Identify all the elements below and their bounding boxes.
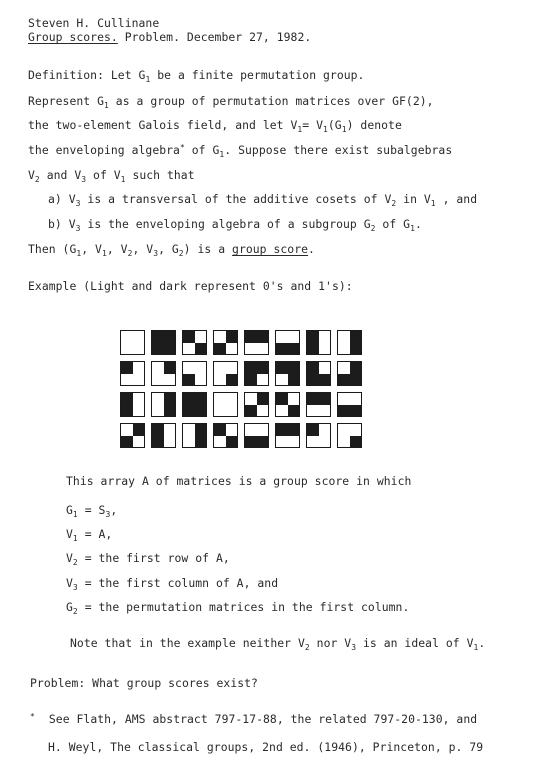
- matrix-dark-quadrant: [350, 436, 362, 448]
- matrix-dark-quadrant: [226, 374, 238, 386]
- matrix-dark-quadrant: [350, 405, 362, 417]
- author-line: [28, 16, 159, 30]
- matrix-dark-quadrant: [164, 331, 176, 343]
- matrix-dark-quadrant: [288, 362, 300, 374]
- matrix-dark-quadrant: [257, 331, 269, 343]
- matrix-cell: [182, 423, 207, 448]
- matrix-cell: [275, 392, 300, 417]
- matrix-dark-quadrant: [245, 374, 257, 386]
- matrix-dark-quadrant: [195, 343, 207, 355]
- matrix-cell: [306, 361, 331, 386]
- matrix-dark-quadrant: [152, 331, 164, 343]
- matrix-cell: [151, 392, 176, 417]
- matrix-cell: [151, 423, 176, 448]
- matrix-cell: [213, 392, 238, 417]
- matrix-dark-quadrant: [276, 343, 288, 355]
- matrix-dark-quadrant: [195, 405, 207, 417]
- matrix-cell: [337, 361, 362, 386]
- matrix-dark-quadrant: [307, 393, 319, 405]
- matrix-dark-quadrant: [288, 424, 300, 436]
- matrix-cell: [213, 330, 238, 355]
- matrix-dark-quadrant: [226, 331, 238, 343]
- matrix-dark-quadrant: [288, 374, 300, 386]
- matrix-cell: [182, 330, 207, 355]
- definition-conclusion: Then ($G_1$, $V_1$, $V_2$, $V_3$, $G_2$) is a group score.: [28, 242, 315, 258]
- matrix-cell: [306, 330, 331, 355]
- title-line: [28, 30, 311, 44]
- matrix-dark-quadrant: [245, 362, 257, 374]
- example-g1: $G_1 = S_3$,: [66, 503, 118, 519]
- example-v2: $V_2$ = the first row of A,: [66, 551, 230, 567]
- matrix-dark-quadrant: [121, 405, 133, 417]
- matrix-cell: [244, 392, 269, 417]
- matrix-cell: [120, 361, 145, 386]
- matrix-cell: [244, 330, 269, 355]
- matrix-cell: [151, 330, 176, 355]
- matrix-cell: [306, 423, 331, 448]
- matrix-cell: [244, 361, 269, 386]
- matrix-dark-quadrant: [121, 362, 133, 374]
- matrix-dark-quadrant: [121, 393, 133, 405]
- problem-statement: Problem: What group scores exist?: [30, 676, 258, 690]
- matrix-cell: [337, 392, 362, 417]
- condition-a: a) $V_3$ is a transversal of the additive cosets of $V_2$ in $V_1$ , and: [48, 192, 478, 208]
- matrix-dark-quadrant: [183, 393, 195, 405]
- matrix-dark-quadrant: [195, 424, 207, 436]
- matrix-dark-quadrant: [276, 393, 288, 405]
- matrix-dark-quadrant: [307, 331, 319, 343]
- matrix-dark-quadrant: [164, 362, 176, 374]
- matrix-dark-quadrant: [226, 436, 238, 448]
- matrix-dark-quadrant: [133, 424, 145, 436]
- matrix-dark-quadrant: [307, 424, 319, 436]
- definition-line-4: the enveloping algebra* of $G_1$. Suppose there exist subalgebras: [28, 143, 453, 159]
- matrix-cell: [306, 392, 331, 417]
- definition-line-1: Definition: Let $G_1$ be a finite permutation group.: [28, 68, 365, 84]
- example-intro: Example (Light and dark represent 0's and 1's):: [28, 279, 353, 293]
- condition-b: b) $V_3$ is the enveloping algebra of a subgroup $G_2$ of $G_1$.: [48, 217, 422, 233]
- matrix-dark-quadrant: [350, 331, 362, 343]
- matrix-dark-quadrant: [152, 343, 164, 355]
- matrix-dark-quadrant: [319, 393, 331, 405]
- matrix-cell: [337, 330, 362, 355]
- matrix-dark-quadrant: [257, 362, 269, 374]
- matrix-dark-quadrant: [245, 331, 257, 343]
- example-g2: $G_2$ = the permutation matrices in the first column.: [66, 600, 410, 616]
- matrix-cell: [244, 423, 269, 448]
- example-note: Note that in the example neither $V_2$ nor $V_3$ is an ideal of $V_1$.: [70, 636, 486, 652]
- matrix-dark-quadrant: [319, 374, 331, 386]
- group-score-term: group score: [232, 242, 309, 256]
- example-description: This array A of matrices is a group score in which: [66, 474, 412, 488]
- matrix-dark-quadrant: [257, 436, 269, 448]
- matrix-cell: [213, 361, 238, 386]
- footnote-asterisk: *: [30, 712, 35, 721]
- matrix-cell: [151, 361, 176, 386]
- matrix-dark-quadrant: [350, 362, 362, 374]
- matrix-cell: [275, 361, 300, 386]
- definition-line-2: Represent $G_1$ as a group of permutation matrices over GF(2),: [28, 94, 434, 110]
- matrix-dark-quadrant: [245, 405, 257, 417]
- document-date: December 27, 1982.: [186, 30, 312, 44]
- matrix-dark-quadrant: [307, 374, 319, 386]
- author-name: Steven H. Cullinane: [28, 16, 160, 30]
- matrix-dark-quadrant: [338, 374, 350, 386]
- matrix-cell: [182, 392, 207, 417]
- matrix-dark-quadrant: [307, 343, 319, 355]
- example-v1: $V_1 = A$,: [66, 527, 113, 543]
- matrix-cell: [275, 330, 300, 355]
- matrix-dark-quadrant: [214, 343, 226, 355]
- matrix-dark-quadrant: [288, 405, 300, 417]
- matrix-dark-quadrant: [214, 424, 226, 436]
- matrix-dark-quadrant: [257, 393, 269, 405]
- matrix-dark-quadrant: [121, 436, 133, 448]
- matrix-dark-quadrant: [338, 405, 350, 417]
- footnote-line-1: * See Flath, AMS abstract 797-17-88, the related 797-20-130, and: [30, 712, 478, 726]
- matrix-dark-quadrant: [350, 374, 362, 386]
- matrix-cell: [275, 423, 300, 448]
- matrix-dark-quadrant: [276, 424, 288, 436]
- matrix-cell: [182, 361, 207, 386]
- definition-line-5: $V_2$ and $V_3$ of $V_1$ such that: [28, 168, 195, 184]
- matrix-dark-quadrant: [164, 393, 176, 405]
- document-title: Group scores.: [28, 30, 118, 44]
- matrix-dark-quadrant: [195, 436, 207, 448]
- matrix-dark-quadrant: [245, 436, 257, 448]
- definition-line-3: the two-element Galois field, and let $V_1= V_1(G_1)$ denote: [28, 118, 402, 134]
- matrix-dark-quadrant: [183, 374, 195, 386]
- matrix-dark-quadrant: [183, 331, 195, 343]
- matrix-dark-quadrant: [152, 424, 164, 436]
- matrix-dark-quadrant: [276, 362, 288, 374]
- matrix-cell: [120, 392, 145, 417]
- matrix-dark-quadrant: [183, 405, 195, 417]
- matrix-cell: [213, 423, 238, 448]
- matrix-dark-quadrant: [307, 362, 319, 374]
- matrix-cell: [120, 423, 145, 448]
- example-v3: $V_3$ = the first column of A, and: [66, 576, 279, 592]
- matrix-dark-quadrant: [288, 343, 300, 355]
- matrix-cell: [120, 330, 145, 355]
- matrix-dark-quadrant: [195, 393, 207, 405]
- matrix-dark-quadrant: [164, 343, 176, 355]
- document-subtitle: Problem.: [124, 30, 180, 44]
- footnote-line-2: H. Weyl, The classical groups, 2nd ed. (1946), Princeton, p. 79: [48, 740, 484, 754]
- matrix-cell: [337, 423, 362, 448]
- matrix-dark-quadrant: [152, 436, 164, 448]
- matrix-dark-quadrant: [350, 343, 362, 355]
- footnote-marker: *: [179, 143, 185, 152]
- matrix-dark-quadrant: [164, 405, 176, 417]
